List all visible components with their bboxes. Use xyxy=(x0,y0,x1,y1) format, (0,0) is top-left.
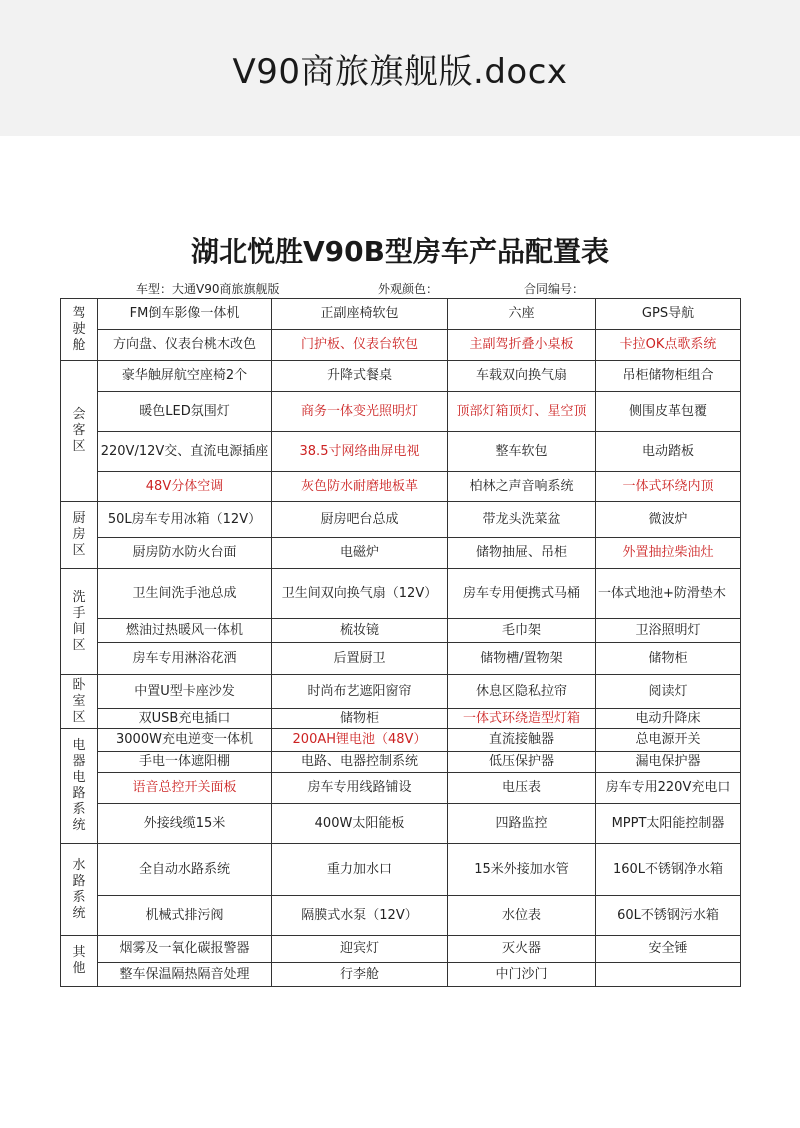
table-cell: 侧围皮革包覆 xyxy=(596,392,741,432)
table-cell: 吊柜储物柜组合 xyxy=(596,361,741,392)
table-cell: 厨房吧台总成 xyxy=(272,502,448,538)
section-label-water: 水路系统 xyxy=(61,844,98,936)
section-label-electric: 电器电路系统 xyxy=(61,729,98,844)
table-cell: 手电一体遮阳棚 xyxy=(98,752,272,773)
table-row xyxy=(61,619,741,643)
table-row xyxy=(61,804,741,844)
table-row xyxy=(61,963,741,987)
table-cell: 一体式地池+防滑垫木 xyxy=(596,569,741,619)
table-row xyxy=(61,392,741,432)
table-cell: 灭火器 xyxy=(448,936,596,963)
table-row xyxy=(61,538,741,569)
table-cell: 电动升降床 xyxy=(596,709,741,729)
table-cell: 外置抽拉柴油灶 xyxy=(596,538,741,569)
table-cell: 储物抽屉、吊柜 xyxy=(448,538,596,569)
table-cell: 烟雾及一氧化碳报警器 xyxy=(98,936,272,963)
table-cell: 储物槽/置物架 xyxy=(448,643,596,675)
table-row xyxy=(61,569,741,619)
table-cell: 升降式餐桌 xyxy=(272,361,448,392)
table-cell: 水位表 xyxy=(448,896,596,936)
table-cell: 正副座椅软包 xyxy=(272,299,448,330)
table-cell: 外接线缆15米 xyxy=(98,804,272,844)
table-cell: 顶部灯箱顶灯、星空顶 xyxy=(448,392,596,432)
table-cell: 房车专用淋浴花洒 xyxy=(98,643,272,675)
table-cell: 迎宾灯 xyxy=(272,936,448,963)
table-cell: 50L房车专用冰箱（12V） xyxy=(98,502,272,538)
table-cell: 阅读灯 xyxy=(596,675,741,709)
table-cell: 商务一体变光照明灯 xyxy=(272,392,448,432)
table-cell: 休息区隐私拉帘 xyxy=(448,675,596,709)
table-cell: 主副驾折叠小桌板 xyxy=(448,330,596,361)
table-cell: 低压保护器 xyxy=(448,752,596,773)
table-row xyxy=(61,896,741,936)
table-cell: 200AH锂电池（48V） xyxy=(272,729,448,752)
table-cell: 卫浴照明灯 xyxy=(596,619,741,643)
table-row xyxy=(61,936,741,963)
table-cell: MPPT太阳能控制器 xyxy=(596,804,741,844)
section-label-guest: 会客区 xyxy=(61,361,98,502)
table-cell: 时尚布艺遮阳窗帘 xyxy=(272,675,448,709)
table-cell: 安全锤 xyxy=(596,936,741,963)
table-cell: 储物柜 xyxy=(272,709,448,729)
table-cell: 四路监控 xyxy=(448,804,596,844)
table-cell: 暖色LED氛围灯 xyxy=(98,392,272,432)
table-cell: 行李舱 xyxy=(272,963,448,987)
table-cell: 中门沙门 xyxy=(448,963,596,987)
table-row xyxy=(61,675,741,709)
meta-contract: 合同编号： xyxy=(524,282,585,296)
table-cell: FM倒车影像一体机 xyxy=(98,299,272,330)
table-cell: 总电源开关 xyxy=(596,729,741,752)
table-cell: 160L不锈钢净水箱 xyxy=(596,844,741,896)
table-row xyxy=(61,299,741,330)
table-cell: 漏电保护器 xyxy=(596,752,741,773)
table-cell: 储物柜 xyxy=(596,643,741,675)
table-cell: 门护板、仪表台软包 xyxy=(272,330,448,361)
table-cell: 400W太阳能板 xyxy=(272,804,448,844)
table-cell: 电磁炉 xyxy=(272,538,448,569)
file-title-bar xyxy=(0,0,800,136)
table-cell: 直流接触器 xyxy=(448,729,596,752)
table-cell: 带龙头洗菜盆 xyxy=(448,502,596,538)
table-cell: 厨房防水防火台面 xyxy=(98,538,272,569)
table-cell: 卫生间洗手池总成 xyxy=(98,569,272,619)
table-cell: 15米外接加水管 xyxy=(448,844,596,896)
table-cell: GPS导航 xyxy=(596,299,741,330)
table-cell xyxy=(596,963,741,987)
file-title: V90商旅旗舰版.docx xyxy=(232,51,568,92)
table-cell: 语音总控开关面板 xyxy=(98,773,272,804)
table-cell: 房车专用220V充电口 xyxy=(596,773,741,804)
table-row xyxy=(61,729,741,752)
table-cell: 卡拉OK点歌系统 xyxy=(596,330,741,361)
section-label-bedroom: 卧室区 xyxy=(61,675,98,729)
table-cell: 后置厨卫 xyxy=(272,643,448,675)
document-title: 湖北悦胜V90B型房车产品配置表 xyxy=(191,235,609,268)
table-cell: 重力加水口 xyxy=(272,844,448,896)
table-cell: 房车专用线路铺设 xyxy=(272,773,448,804)
table-cell: 微波炉 xyxy=(596,502,741,538)
table-cell: 中置U型卡座沙发 xyxy=(98,675,272,709)
meta-model: 车型：大通V90商旅旗舰版 xyxy=(136,282,280,296)
table-row xyxy=(61,472,741,502)
table-row xyxy=(61,643,741,675)
table-cell: 柏林之声音响系统 xyxy=(448,472,596,502)
table-cell: 48V分体空调 xyxy=(98,472,272,502)
table-cell: 全自动水路系统 xyxy=(98,844,272,896)
meta-color: 外观颜色： xyxy=(378,282,439,296)
table-cell: 车载双向换气扇 xyxy=(448,361,596,392)
table-row xyxy=(61,752,741,773)
table-cell: 整车软包 xyxy=(448,432,596,472)
table-cell: 电路、电器控制系统 xyxy=(272,752,448,773)
table-row xyxy=(61,844,741,896)
table-row xyxy=(61,330,741,361)
section-label-driver: 驾驶舱 xyxy=(61,299,98,361)
table-cell: 一体式环绕内顶 xyxy=(596,472,741,502)
table-cell: 电动踏板 xyxy=(596,432,741,472)
table-cell: 梳妆镜 xyxy=(272,619,448,643)
table-cell: 60L不锈钢污水箱 xyxy=(596,896,741,936)
table-cell: 房车专用便携式马桶 xyxy=(448,569,596,619)
table-cell: 六座 xyxy=(448,299,596,330)
table-cell: 机械式排污阀 xyxy=(98,896,272,936)
table-cell: 燃油过热暖风一体机 xyxy=(98,619,272,643)
table-cell: 38.5寸网络曲屏电视 xyxy=(272,432,448,472)
config-table xyxy=(60,298,741,987)
table-cell: 电压表 xyxy=(448,773,596,804)
table-row xyxy=(61,432,741,472)
table-row xyxy=(61,502,741,538)
table-row xyxy=(61,361,741,392)
table-cell: 220V/12V交、直流电源插座 xyxy=(98,432,272,472)
section-label-kitchen: 厨房区 xyxy=(61,502,98,569)
section-label-other: 其他 xyxy=(61,936,98,987)
table-cell: 隔膜式水泵（12V） xyxy=(272,896,448,936)
table-cell: 灰色防水耐磨地板革 xyxy=(272,472,448,502)
table-cell: 一体式环绕造型灯箱 xyxy=(448,709,596,729)
table-cell: 双USB充电插口 xyxy=(98,709,272,729)
table-row xyxy=(61,773,741,804)
table-cell: 方向盘、仪表台桃木改色 xyxy=(98,330,272,361)
table-cell: 整车保温隔热隔音处理 xyxy=(98,963,272,987)
table-row xyxy=(61,709,741,729)
section-label-bath: 洗手间区 xyxy=(61,569,98,675)
table-cell: 豪华触屏航空座椅2个 xyxy=(98,361,272,392)
table-cell: 毛巾架 xyxy=(448,619,596,643)
table-cell: 卫生间双向换气扇（12V） xyxy=(272,569,448,619)
table-cell: 3000W充电逆变一体机 xyxy=(98,729,272,752)
